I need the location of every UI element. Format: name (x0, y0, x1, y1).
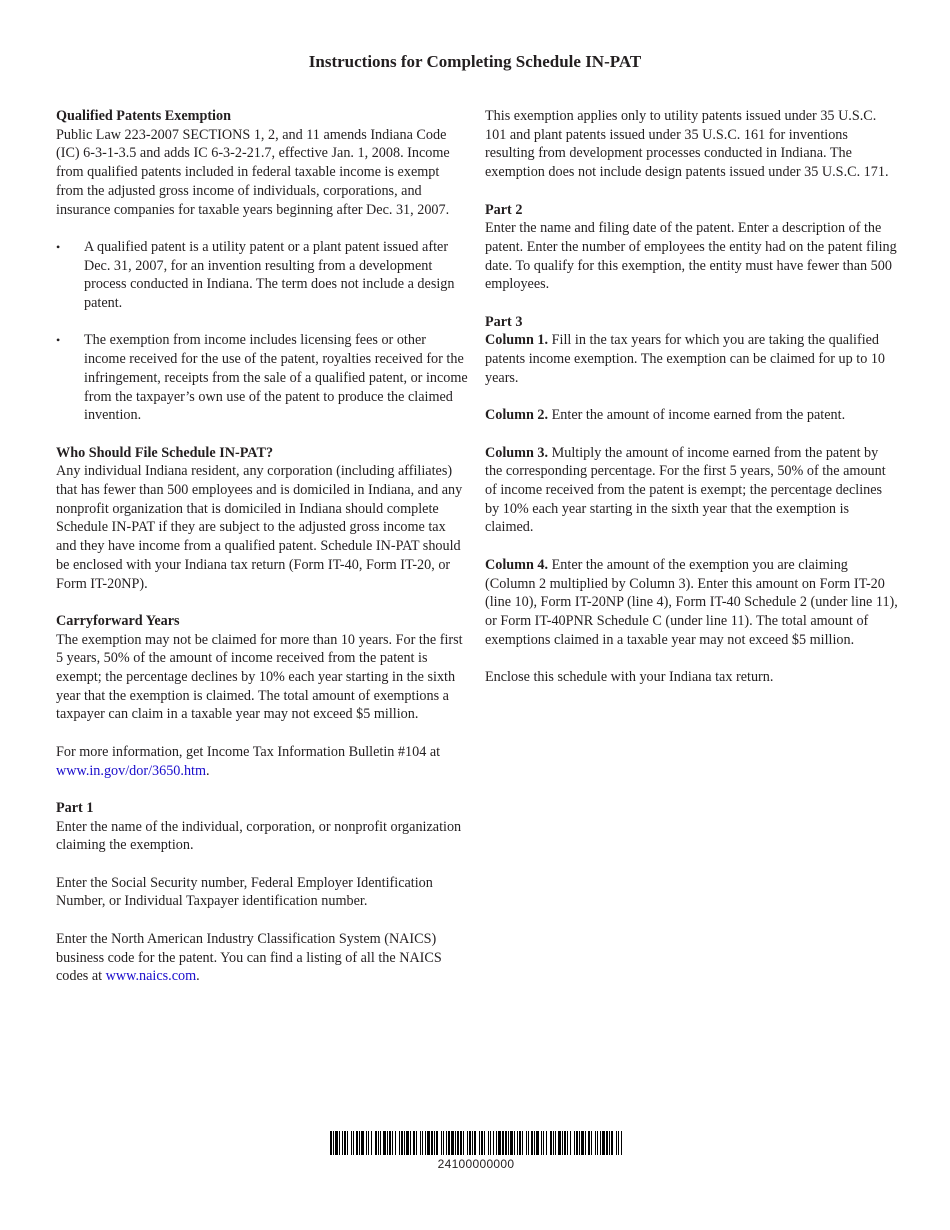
barcode-bar (469, 1131, 471, 1155)
barcode-bar (508, 1131, 509, 1155)
barcode-bar (436, 1131, 438, 1155)
barcode-bar (342, 1131, 343, 1155)
barcode-bar (496, 1131, 497, 1155)
page-title: Instructions for Completing Schedule IN-PAT (308, 52, 642, 71)
barcode-bar (534, 1131, 535, 1155)
barcode-bar (553, 1131, 554, 1155)
more-info-text: For more information, get Income Tax Information Bulletin #104 at (56, 743, 441, 760)
barcode-bar (531, 1131, 533, 1155)
bullet-text: The exemption from income includes licensing fees or other income received for the use of the patent, royalties received for the infringement, receipts from the sale of a qualified patent, or income from the taxpayer’s own use of the patent to produce the claimed invention. (84, 332, 468, 424)
right-column (485, 107, 899, 705)
barcode-bar (446, 1131, 447, 1155)
barcode-bar (457, 1131, 459, 1155)
barcode-bar (361, 1131, 364, 1155)
barcode-bar (378, 1131, 379, 1155)
barcode-bar (517, 1131, 518, 1155)
barcode-bar (541, 1131, 542, 1155)
barcode-bar (366, 1131, 367, 1155)
barcode-bar (344, 1131, 346, 1155)
barcode-icon (330, 1131, 622, 1155)
barcode-bar (368, 1131, 369, 1155)
barcode-bar (416, 1131, 417, 1155)
barcode-bar (448, 1131, 450, 1155)
barcode-bar (570, 1131, 571, 1155)
barcode-bar (351, 1131, 352, 1155)
barcode-bar (555, 1131, 556, 1155)
barcode-bar (581, 1131, 584, 1155)
barcode-bar (514, 1131, 515, 1155)
barcode-bar (528, 1131, 529, 1155)
barcode-bar (359, 1131, 360, 1155)
barcode-bar (399, 1131, 400, 1155)
barcode-bar (562, 1131, 563, 1155)
column2-label: Column 2. (485, 407, 549, 424)
barcode-bar (404, 1131, 405, 1155)
list-item (56, 238, 468, 313)
barcode-bar (451, 1131, 454, 1155)
part3-column1 (485, 313, 899, 388)
barcode-bar (467, 1131, 468, 1155)
part1-naics-paragraph (56, 930, 468, 986)
barcode-bar (431, 1131, 433, 1155)
barcode-bar (618, 1131, 619, 1155)
part1-naics-instruction: Enter the North American Industry Classification System (NAICS) business code for the patent. You can find a listing of all the NAICS codes at (56, 930, 442, 985)
barcode-bar (602, 1131, 605, 1155)
barcode-bar (371, 1131, 372, 1155)
barcode-bar (406, 1131, 409, 1155)
barcode-bar (519, 1131, 521, 1155)
barcode-bar (481, 1131, 483, 1155)
barcode-bar (474, 1131, 476, 1155)
part1-heading: Part 1 (56, 799, 94, 816)
barcode-bar (490, 1131, 491, 1155)
part1-name-instruction: Enter the name of the individual, corporation, or nonprofit organization claiming the exemption. (56, 818, 462, 854)
column3-label: Column 3. (485, 444, 549, 461)
exemption-scope-paragraph: This exemption applies only to utility patents issued under 35 U.S.C. 101 and plant patents issued under 35 U.S.C. 161 for inventions resulting from development processes conducted in Indiana. The exemption does not include design patents issued under 35 U.S.C. 171. (485, 108, 889, 181)
column4-text: Enter the amount of the exemption you are claiming (Column 2 multiplied by Column 3). Enter this amount on Form IT-20 (line 10), Form IT-20NP (line 4), Form IT-40 Schedule 2 (under line 11), or Form IT-40PNR Schedule C (under line 11). The total amount of exemptions claimed in a taxable year may not exceed $5 million. (485, 556, 898, 648)
barcode-bar (356, 1131, 358, 1155)
column1-text: Fill in the tax years for which you are taking the qualified patents income exemption. The exemption can be claimed for up to 10 years. (485, 332, 886, 386)
column1-label: Column 1. (485, 332, 549, 349)
who-should-file-heading: Who Should File Schedule IN-PAT? (56, 444, 274, 461)
carryforward-heading: Carryforward Years (56, 612, 180, 629)
barcode-bar (479, 1131, 480, 1155)
barcode-bar (463, 1131, 464, 1155)
who-should-file-section (56, 444, 468, 594)
barcode-bar (522, 1131, 523, 1155)
barcode-bar (502, 1131, 504, 1155)
barcode-bar (472, 1131, 473, 1155)
barcode-bar (375, 1131, 377, 1155)
barcode-bar (600, 1131, 601, 1155)
more-info-end: . (206, 762, 210, 779)
barcode-bar (611, 1131, 613, 1155)
barcode-bar (387, 1131, 388, 1155)
barcode-bar (616, 1131, 617, 1155)
part3-heading: Part 3 (485, 313, 523, 330)
who-should-file-body: Any individual Indiana resident, any corporation (including affiliates) that has fewer than 500 employees and is domiciled in Indiana, and any nonprofit organization that is domiciled in Indiana should complete Schedule IN-PAT if they are subject to the adjusted gross income tax and they have income from a qualified patent. Schedule IN-PAT should be enclosed with your Indiana tax return (Form IT-40, Form IT-20, or Form IT-20NP). (56, 463, 463, 592)
part2-section (485, 201, 899, 295)
part3-column3 (485, 444, 899, 538)
part3-column4 (485, 556, 899, 650)
barcode-bar (441, 1131, 442, 1155)
barcode-bar (389, 1131, 391, 1155)
enclose-instruction: Enclose this schedule with your Indiana tax return. (485, 669, 774, 685)
part1-ssn-instruction: Enter the Social Security number, Federal Employer Identification Number, or Individual Taxpayer identification number. (56, 874, 433, 910)
barcode-bar (443, 1131, 444, 1155)
barcode-bar (401, 1131, 403, 1155)
barcode-bar (455, 1131, 456, 1155)
left-column (56, 107, 468, 1005)
barcode-bar (330, 1131, 332, 1155)
barcode-bar (410, 1131, 411, 1155)
qualified-patents-bullet-list (56, 238, 468, 425)
barcode-bar (339, 1131, 340, 1155)
more-info-paragraph (56, 743, 468, 780)
column4-label: Column 4. (485, 556, 549, 573)
barcode-bar (333, 1131, 334, 1155)
barcode-bar (347, 1131, 348, 1155)
barcode-bar (546, 1131, 547, 1155)
bullet-icon: • (56, 239, 61, 254)
barcode-bar (543, 1131, 544, 1155)
part2-body: Enter the name and filing date of the patent. Enter a description of the patent. Enter the number of employees the entity had on the patent filing date. To qualify for this exemption, the entity must have fewer than 500 employees. (485, 220, 897, 293)
barcode-bar (434, 1131, 435, 1155)
barcode-bar (460, 1131, 462, 1155)
barcode-bar (574, 1131, 575, 1155)
column2-text: Enter the amount of income earned from the patent. (551, 407, 846, 424)
part1-section (56, 799, 468, 855)
barcode-bar (420, 1131, 421, 1155)
barcode-bar (422, 1131, 423, 1155)
barcode-bar (579, 1131, 580, 1155)
barcode-bar (488, 1131, 489, 1155)
barcode-bar (585, 1131, 586, 1155)
barcode-bar (392, 1131, 393, 1155)
barcode-bar (353, 1131, 354, 1155)
bulletin-link[interactable]: www.in.gov/dor/3650.htm (56, 762, 207, 779)
barcode-bar (567, 1131, 568, 1155)
bullet-icon: • (56, 333, 61, 348)
barcode-bar (383, 1131, 386, 1155)
qualified-patents-body: Public Law 223-2007 SECTIONS 1, 2, and 11 amends Indiana Code (IC) 6-3-1-3.5 and adds IC 6-3-2-21.7, effective Jan. 1, 2008. Income from qualified patents included in federal taxable income is exempt from the adjusted gross income of individuals, corporations, and insurance companies for taxable years beginning after Dec. 31, 2007. (56, 126, 450, 218)
qualified-patents-section (56, 107, 468, 219)
barcode-number: 24100000000 (437, 1157, 515, 1171)
barcode-bar (609, 1131, 610, 1155)
barcode-bar (564, 1131, 566, 1155)
barcode-bar (395, 1131, 396, 1155)
barcode-bar (606, 1131, 608, 1155)
barcode-bar (588, 1131, 590, 1155)
qualified-patents-heading: Qualified Patents Exemption (56, 108, 231, 124)
part3-column2 (485, 406, 899, 425)
barcode-bar (595, 1131, 596, 1155)
bullet-text: A qualified patent is a utility patent or a plant patent issued after Dec. 31, 2007, for an invention resulting from a development process conducted in Indiana. The term does not include a design patent. (84, 238, 455, 312)
list-item (56, 331, 468, 425)
column3-text: Multiply the amount of income earned from the patent by the corresponding percentage. For the first 5 years, 50% of the amount of income received from the patent is exempt; the percentage declines by 10% each year starting in the sixth year that the exemption is claimed. (485, 444, 886, 536)
barcode-bar (425, 1131, 426, 1155)
barcode-bar (498, 1131, 501, 1155)
barcode-bar (597, 1131, 598, 1155)
barcode-bar (505, 1131, 507, 1155)
carryforward-section (56, 612, 468, 724)
barcode-bar (413, 1131, 415, 1155)
barcode-bar (427, 1131, 430, 1155)
barcode-bar (558, 1131, 561, 1155)
part2-heading: Part 2 (485, 201, 523, 218)
barcode-bar (526, 1131, 527, 1155)
barcode-bar (550, 1131, 552, 1155)
barcode (330, 1131, 622, 1171)
barcode-bar (536, 1131, 539, 1155)
part1-naics-end: . (196, 968, 200, 985)
barcode-bar (621, 1131, 622, 1155)
barcode-bar (335, 1131, 338, 1155)
barcode-bar (510, 1131, 513, 1155)
barcode-bar (576, 1131, 578, 1155)
naics-link[interactable]: www.naics.com (105, 968, 197, 985)
barcode-bar (484, 1131, 485, 1155)
barcode-bar (493, 1131, 494, 1155)
barcode-bar (591, 1131, 592, 1155)
barcode-bar (380, 1131, 381, 1155)
carryforward-body: The exemption may not be claimed for more than 10 years. For the first 5 years, 50% of the amount of income received from the patent is exempt; the percentage declines by 10% each year starting in the sixth year that the exemption is claimed. The total amount of exemptions a taxpayer can claim in a taxable year may not exceed $5 million. (56, 631, 463, 723)
